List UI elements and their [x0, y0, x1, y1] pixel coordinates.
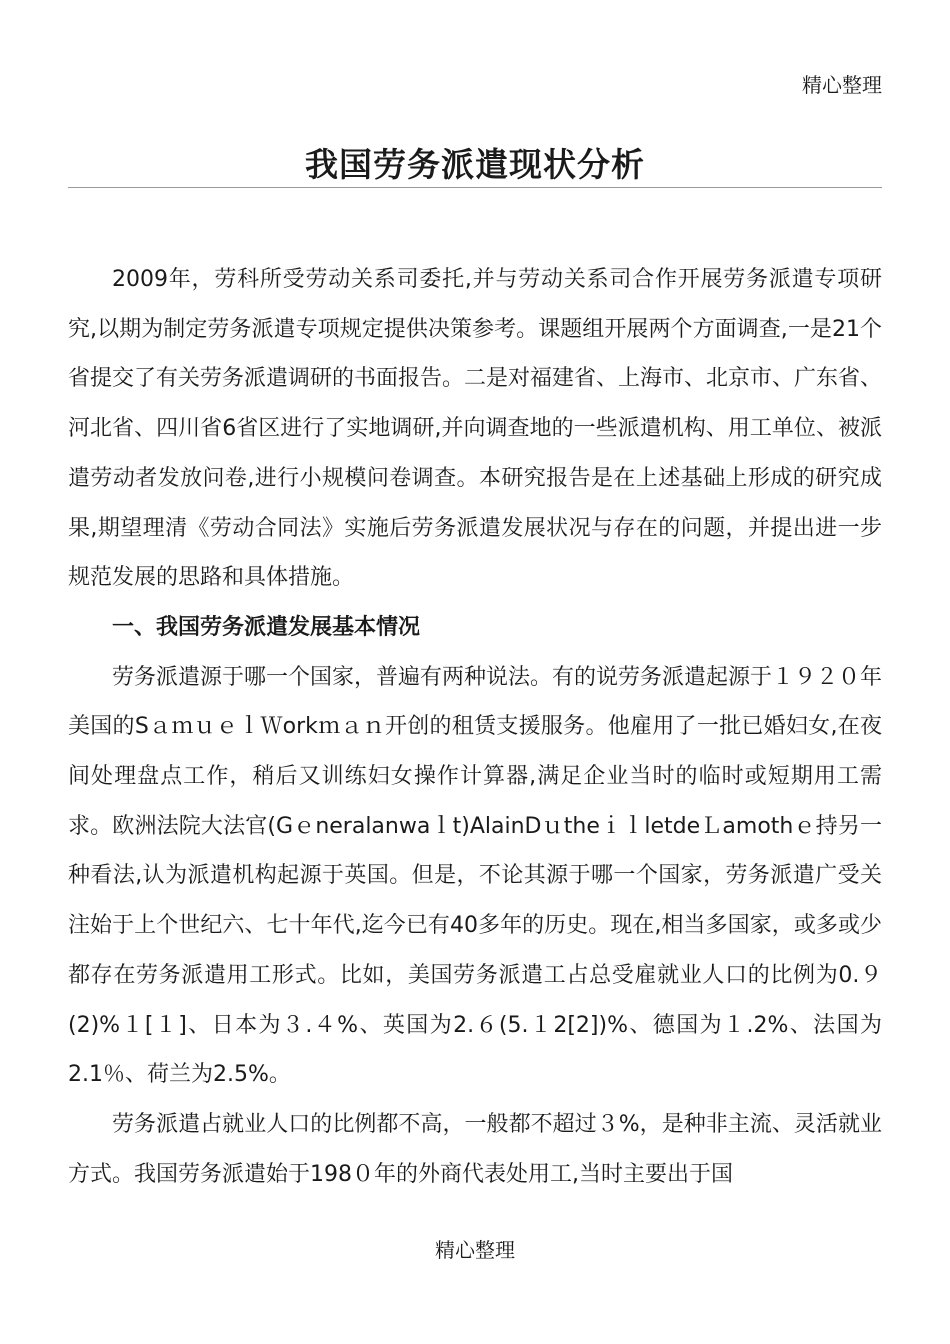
page-header: 精心整理 — [802, 73, 882, 97]
document-body — [68, 255, 882, 1199]
document-title: 我国劳务派遣现状分析 — [305, 145, 645, 184]
paragraph-employment-share: 劳务派遣占就业人口的比例都不高，一般都不超过３%，是种非主流、灵活就业方式。我国劳务派遣始于198０年的外商代表处用工,当时主要出于国 — [68, 1111, 882, 1187]
title-divider — [68, 187, 882, 188]
paragraph-intro: 2009年，劳科所受劳动关系司委托,并与劳动关系司合作开展劳务派遣专项研究,以期为制定劳务派遣专项规定提供决策参考。课题组开展两个方面调查,一是21个省提交了有关劳务派遣调研的书面报告。二是对福建省、上海市、北京市、广东省、河北省、四川省6省区进行了实地调研,并向调查地的一些派遣机构、用工单位、被派遣劳动者发放问卷,进行小规模问卷调查。本研究报告是在上述基础上形成的研究成果,期望理清《劳动合同法》实施后劳务派遣发展状况与存在的问题，并提出进一步规范发展的思路和具体措施。 — [68, 267, 883, 591]
section-heading: 一、我国劳务派遣发展基本情况 — [112, 614, 421, 640]
page-footer: 精心整理 — [435, 1238, 515, 1262]
paragraph-origin: 劳务派遣源于哪一个国家，普遍有两种说法。有的说劳务派遣起源于１９２０年美国的SａｍｕｅｌＷorkｍａｎ开创的租赁支援服务。他雇用了一批已婚妇女,在夜间处理盘点工作，稍后又训练妇女操作计算器,满足企业当时的临时或短期用工需求。欧洲法院大法官(Gｅneralanwaｌt)AlainDｕtheｉｌletdeＬamothｅ持另一种看法,认为派遣机构起源于英国。但是，不论其源于哪一个国家，劳务派遣广受关注始于上个世纪六、七十年代,迄今已有40多年的历史。现在,相当多国家，或多或少都存在劳务派遣用工形式。比如，美国劳务派遣工占总受雇就业人口的比例为0.９(2)%１[１]、日本为３.４%、英国为2.６(5.１2[2])%、德国为１.2%、法国为2.1％、荷兰为2.5%。 — [68, 664, 883, 1088]
